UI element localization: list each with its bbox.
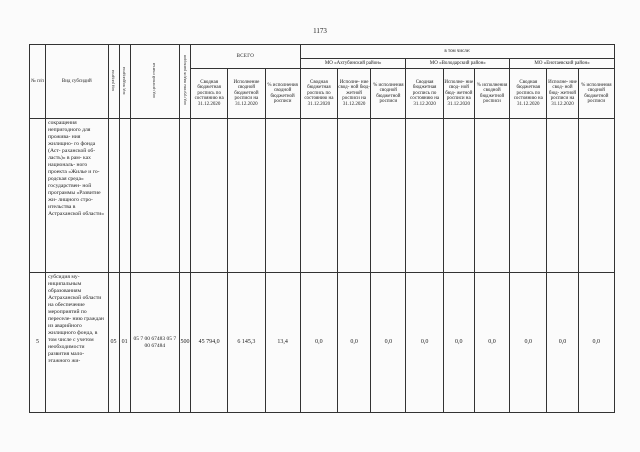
- header-section-code: код раздела: [108, 45, 119, 119]
- header-mo-akhtubinsky: МО «Ахтубинский район»: [300, 59, 406, 69]
- row-value-mo2-exec: 0,0: [443, 273, 474, 413]
- header-expense-type-code: код группы видов расходов: [179, 45, 190, 119]
- header-mo1-pct: % исполнения сводной бюджетной росписи: [371, 69, 406, 119]
- table-row: [30, 273, 615, 413]
- row-value: [547, 119, 578, 273]
- row-name: сокращения непригодного для прожива- ния жилищно- го фонда (Аст- раханской об- ласть)» в рам- ках националь- ного проекта «Жилье и го- родская среда» государствен- ной программы «Развитие жи- лищного стро- ительства в Астраханской области»: [46, 119, 108, 273]
- row-subsection: 01: [119, 273, 130, 413]
- row-section: 05: [108, 273, 119, 413]
- row-value: [406, 119, 443, 273]
- header-mo2-plan: Сводная бюджетная роспись по состоянию на 31.12.2020: [406, 69, 443, 119]
- header-mo2-pct: % исполнения сводной бюджетной росписи: [474, 69, 509, 119]
- header-name: Вид субсидий: [46, 45, 108, 119]
- row-value-mo2-pct: 0,0: [474, 273, 509, 413]
- row-value-total-exec: 6 145,3: [228, 273, 265, 413]
- row-value: [265, 119, 300, 273]
- header-total-pct: % исполнения сводной бюджетной росписи: [265, 69, 300, 119]
- row-value: [300, 119, 337, 273]
- header-total-exec: Исполнение сводной бюджетной росписи на 31.12.2020: [228, 69, 265, 119]
- row-target: 05 7 00 67483 05 7 00 67484: [130, 273, 179, 413]
- row-value-mo3-exec: 0,0: [547, 273, 578, 413]
- row-value-mo1-pct: 0,0: [371, 273, 406, 413]
- header-mo2-exec: Исполне- ние свод- ной бюд- жетной росписи на 31.12.2020: [443, 69, 474, 119]
- header-subsection-code: код подраздела: [119, 45, 130, 119]
- row-value: [338, 119, 371, 273]
- header-mo1-exec: Исполне- ние свод- ной бюд- жетной росписи на 31.12.2020: [338, 69, 371, 119]
- row-num: 5: [30, 273, 46, 413]
- row-expense: [179, 119, 190, 273]
- header-num: № п/п: [30, 45, 46, 119]
- row-value: [443, 119, 474, 273]
- header-mo1-plan: Сводная бюджетная роспись по состоянию на 31.12.2020: [300, 69, 337, 119]
- page-number: 1173: [313, 27, 327, 35]
- header-mo3-pct: % исполнения сводной бюджетной росписи: [578, 69, 614, 119]
- row-value: [578, 119, 614, 273]
- row-value: [371, 119, 406, 273]
- row-value-mo1-plan: 0,0: [300, 273, 337, 413]
- row-section: [108, 119, 119, 273]
- header-mo-enotaevsky: МО «Енотаевский район»: [510, 59, 615, 69]
- row-value-total-plan: 45 794,0: [191, 273, 228, 413]
- row-value-total-pct: 13,4: [265, 273, 300, 413]
- row-value: [191, 119, 228, 273]
- row-value: [510, 119, 547, 273]
- row-target: [130, 119, 179, 273]
- row-value: [474, 119, 509, 273]
- row-value-mo3-pct: 0,0: [578, 273, 614, 413]
- row-value-mo3-plan: 0,0: [510, 273, 547, 413]
- table-row: [30, 119, 615, 273]
- header-mo3-plan: Сводная бюджетная роспись по состоянию на 31.12.2020: [510, 69, 547, 119]
- header-total-plan: Сводная бюджетная роспись по состоянию на 31.12.2020: [191, 69, 228, 119]
- row-subsection: [119, 119, 130, 273]
- row-value: [228, 119, 265, 273]
- header-mo-volodarsky: МО «Володарский район»: [406, 59, 510, 69]
- row-value-mo2-plan: 0,0: [406, 273, 443, 413]
- budget-table: [29, 44, 615, 413]
- header-total: ВСЕГО: [191, 45, 301, 69]
- header-including: в том числе:: [300, 45, 614, 59]
- row-value-mo1-exec: 0,0: [338, 273, 371, 413]
- row-num: [30, 119, 46, 273]
- header-target-code: код целевой статьи: [130, 45, 179, 119]
- header-mo3-exec: Исполне- ние свод- ной бюд- жетной росписи на 31.12.2020: [547, 69, 578, 119]
- row-expense: 500: [179, 273, 190, 413]
- row-name: субсидия му- ниципальным образованиям Астраханской области на обеспечение мероприятий по переселе- нию граждан из аварийного жилищного фонда, в том числе с учетом необходимости развития мало- этажного жи-: [46, 273, 108, 413]
